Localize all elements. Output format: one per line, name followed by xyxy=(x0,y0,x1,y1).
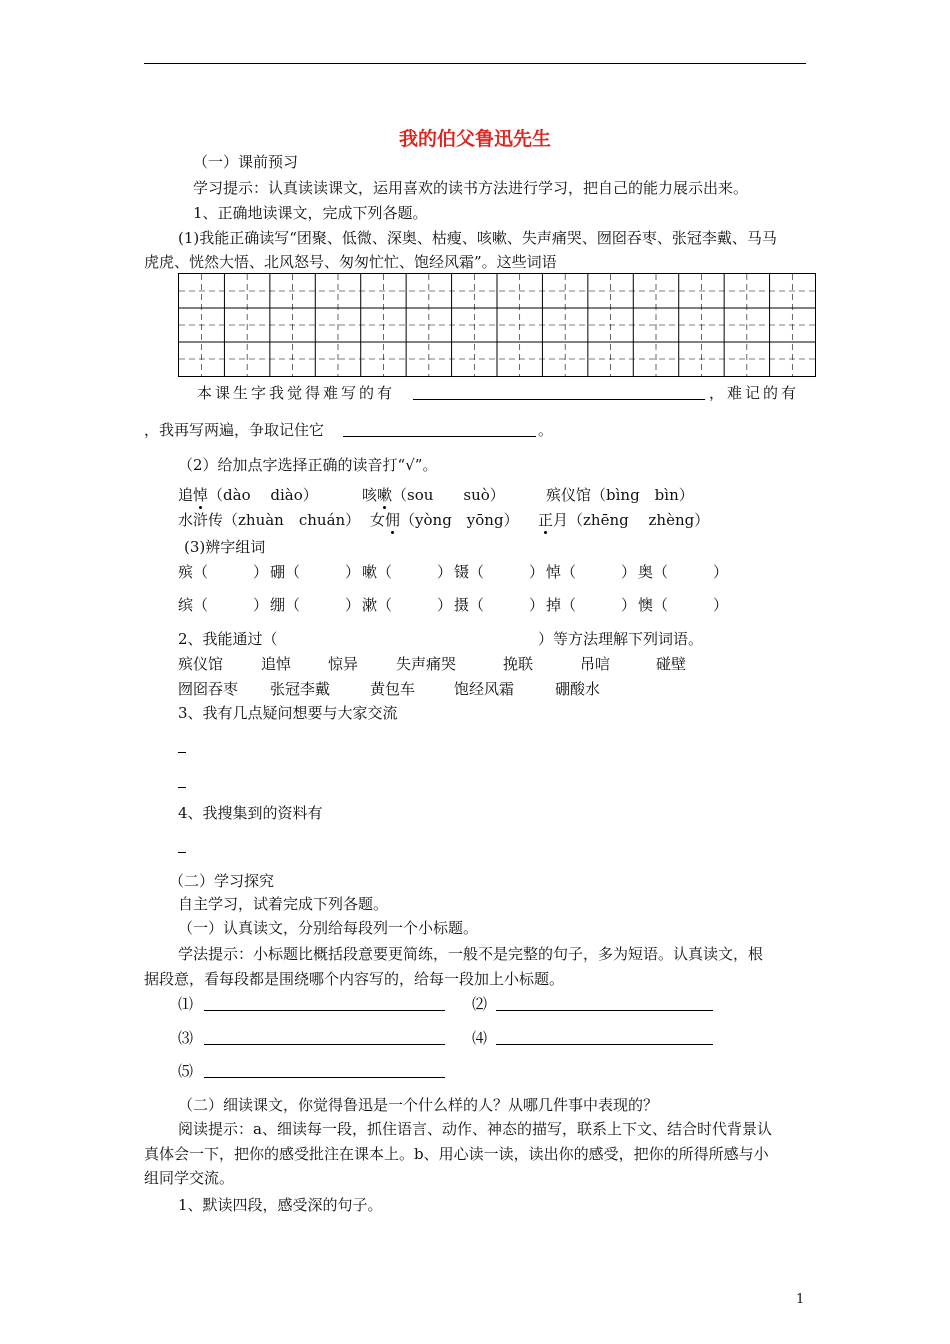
question-1-2: （2）给加点字选择正确的读音打“√”。 xyxy=(178,456,438,474)
heading-blank-label: ⑸ xyxy=(178,1062,194,1080)
heading-blank[interactable] xyxy=(204,1010,445,1011)
char-pair-item[interactable]: 懊（ ） xyxy=(638,596,729,614)
question-silent-reading: 1、默读四段，感受深的句子。 xyxy=(178,1196,383,1214)
vocab-word: 饱经风霜 xyxy=(454,680,515,698)
vocab-word: 碰壁 xyxy=(656,655,687,673)
pinyin-item[interactable]: 女佣（yòng yōng） xyxy=(370,511,519,529)
vocab-word: 张冠李戴 xyxy=(270,680,331,698)
pinyin-item[interactable]: 水浒传（zhuàn chuán） xyxy=(178,511,361,529)
section-heading-explore: （二）学习探究 xyxy=(169,872,275,890)
question-2-end: ）等方法理解下列词语。 xyxy=(538,630,704,648)
vocab-word: 挽联 xyxy=(503,655,534,673)
reading-tip-line2: 真体会一下，把你的感受批注在课本上。b、用心读一读，读出你的感受，把你的所得所感与小 xyxy=(144,1145,769,1163)
explore-part-1: （一）认真读文，分别给每段列一个小标题。 xyxy=(178,919,479,937)
char-pair-item[interactable]: 奥（ ） xyxy=(638,563,729,581)
method-tip-line2: 据段意，看每段都是围绕哪个内容写的，给每一段加上小标题。 xyxy=(144,970,565,988)
pinyin-item[interactable]: 正月（zhēng zhèng） xyxy=(538,511,710,529)
vocab-word: 硼酸水 xyxy=(555,680,601,698)
char-pair-item[interactable]: 殡（ ） xyxy=(178,563,269,581)
vocab-word: 追悼 xyxy=(261,655,292,673)
question-1-1-line2: 虎虎、恍然大悟、北风怒号、匆匆忙忙、饱经风霜”。这些词语 xyxy=(144,253,557,271)
char-pair-item[interactable]: 缤（ ） xyxy=(178,596,269,614)
page-number: 1 xyxy=(796,1292,805,1307)
hard-chars-end: 。 xyxy=(538,421,554,439)
char-pair-item[interactable]: 绷（ ） xyxy=(270,596,361,614)
page-title: 我的伯父鲁迅先生 xyxy=(398,128,551,150)
method-tip-line1: 学法提示：小标题比概括段意要更简练，一般不是完整的句子，多为短语。认真读文，根 xyxy=(178,945,764,963)
hard-chars-mid: ，难记的有 xyxy=(709,384,800,402)
vocab-word: 殡仪馆 xyxy=(178,655,224,673)
heading-blank[interactable] xyxy=(204,1044,445,1045)
reading-tip-line1: 阅读提示：a、细读每一段，抓住语言、动作、神态的描写，联系上下文、结合时代背景认 xyxy=(178,1120,772,1138)
study-tip: 学习提示：认真读读课文，运用喜欢的读书方法进行学习，把自己的能力展示出来。 xyxy=(193,179,749,197)
pinyin-item[interactable]: 追悼（dào diào） xyxy=(178,486,318,504)
vocab-word: 囫囵吞枣 xyxy=(178,680,239,698)
question-1-1-line1: (1)我能正确读写“团聚、低微、深奥、枯瘦、咳嗽、失声痛哭、囫囵吞枣、张冠李戴、马马 xyxy=(178,229,777,247)
answer-line[interactable] xyxy=(178,787,186,788)
heading-blank-label: ⑷ xyxy=(472,1029,488,1047)
question-3: 3、我有几点疑问想要与大家交流 xyxy=(178,704,398,722)
answer-line[interactable] xyxy=(178,852,186,853)
char-pair-item[interactable]: 掉（ ） xyxy=(546,596,637,614)
heading-blank-label: ⑴ xyxy=(178,995,194,1013)
vocab-word: 失声痛哭 xyxy=(396,655,457,673)
char-pair-item[interactable]: 摄（ ） xyxy=(454,596,545,614)
header-rule xyxy=(144,63,806,64)
hard-chars-line2: ，我再写两遍，争取记住它 xyxy=(144,421,325,439)
char-pair-item[interactable]: 嗽（ ） xyxy=(362,563,453,581)
writing-grid-lines xyxy=(179,274,817,378)
rewrite-blank[interactable] xyxy=(343,436,536,437)
char-pair-item[interactable]: 硼（ ） xyxy=(270,563,361,581)
writing-grid[interactable] xyxy=(178,273,816,377)
vocab-word: 黄包车 xyxy=(370,680,416,698)
char-pair-item[interactable]: 漱（ ） xyxy=(362,596,453,614)
section-heading-preview: （一）课前预习 xyxy=(193,153,299,171)
question-1-3: (3)辨字组词 xyxy=(184,538,266,556)
hard-chars-prefix: 本课生字我觉得难写的有 xyxy=(197,384,396,402)
question-1: 1、正确地读课文，完成下列各题。 xyxy=(193,204,428,222)
char-pair-item[interactable]: 悼（ ） xyxy=(546,563,637,581)
hard-chars-blank[interactable] xyxy=(413,399,705,400)
heading-blank[interactable] xyxy=(204,1077,445,1078)
explore-part-2: （二）细读课文，你觉得鲁迅是一个什么样的人？从哪几件事中表现的？ xyxy=(178,1096,659,1114)
explore-intro: 自主学习，试着完成下列各题。 xyxy=(178,895,389,913)
question-4: 4、我搜集到的资料有 xyxy=(178,804,323,822)
vocab-word: 惊异 xyxy=(328,655,359,673)
reading-tip-line3: 组同学交流。 xyxy=(144,1169,235,1187)
answer-line[interactable] xyxy=(178,752,186,753)
heading-blank[interactable] xyxy=(496,1010,713,1011)
char-pair-item[interactable]: 镊（ ） xyxy=(454,563,545,581)
heading-blank-label: ⑶ xyxy=(178,1029,194,1047)
pinyin-item[interactable]: 咳嗽（sou suò） xyxy=(362,486,505,504)
heading-blank-label: ⑵ xyxy=(472,995,488,1013)
pinyin-item[interactable]: 殡仪馆（bìng bìn） xyxy=(546,486,694,504)
heading-blank[interactable] xyxy=(496,1044,713,1045)
vocab-word: 吊唁 xyxy=(580,655,611,673)
question-2: 2、我能通过（ xyxy=(178,630,278,648)
